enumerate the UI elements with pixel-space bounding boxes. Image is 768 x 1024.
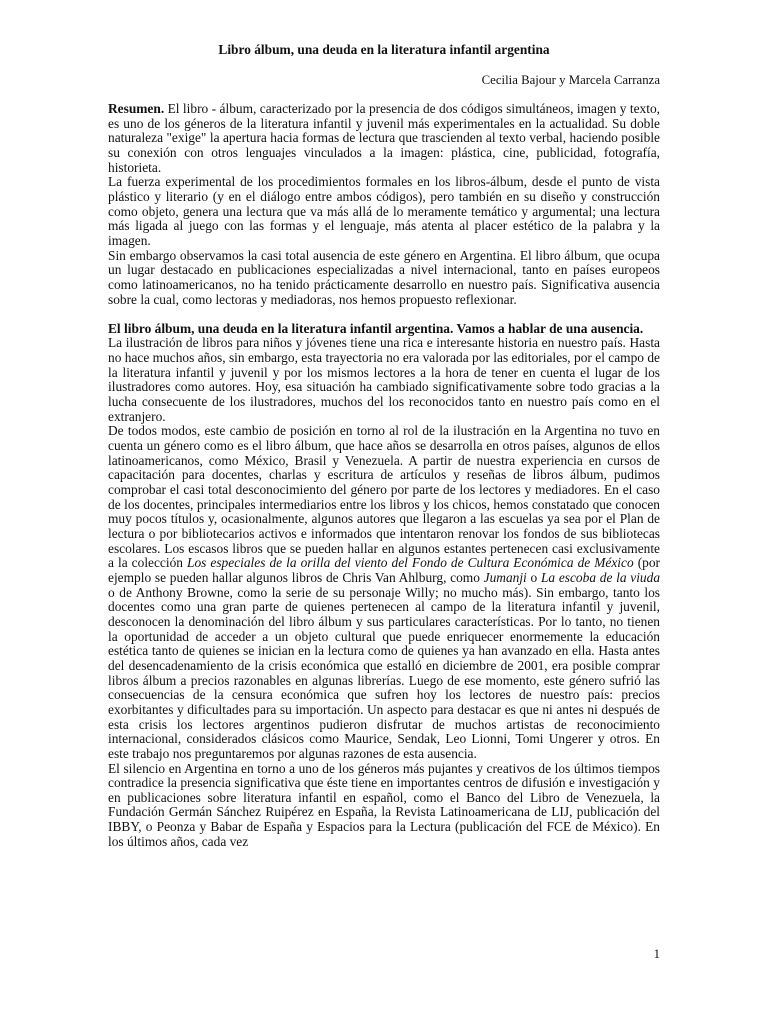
- section-heading: [108, 322, 660, 337]
- abstract-paragraph-1: [108, 102, 660, 175]
- page-number: 1: [653, 947, 660, 961]
- body-paragraph-3: El silencio en Argentina en torno a uno de los géneros más pujantes y creativos de los últimos tiempos contradice la presencia significativa que éste tiene en importantes centros de difusión e investigación y en publicaciones sobre literatura infantil en español, como el Banco del Libro de Venezuela, la Fundación Germán Sánchez Ruipérez en España, la Revista Latinoamericana de LIJ, publicación del IBBY, o Peonza y Babar de España y Espacios para la Lectura (publicación del FCE de México). En los últimos años, cada vez: [108, 760, 660, 849]
- body-paragraph-2: [108, 424, 660, 761]
- abstract-label: Resumen.: [108, 101, 165, 116]
- collection-title: Los especiales de la orilla del viento del Fondo de Cultura Económica de México: [187, 555, 634, 571]
- section-heading-text: El libro álbum, una deuda en la literatura infantil argentina. Vamos a hablar de una ausencia.: [108, 320, 644, 336]
- body-paragraph-2-part-d: o de Anthony Browne, como la serie de su personaje Willy; no mucho más). Sin embargo, tanto los docentes como una gran parte de quienes pertenecen al campo de la literatura infantil y juvenil, desconocen la denominación del libro álbum y sus particulares características. Por lo tanto, no tienen la oportunidad de acceder a un objeto cultural que puede enriquecer enormemente la educación estética tanto de quienes se inician en la lectura como de quienes ya han avanzado en ella. Hasta antes del desencadenamiento de la crisis económica que estalló en diciembre de 2001, era posible comprar libros álbum a precios razonables en algunas librerías. Luego de ese momento, este género sufrió las consecuencias de la censura económica que sufren hoy los lectores de nuestro país: precios exorbitantes y dificultades para su importación. Un aspecto para destacar es que ni antes ni después de esta crisis los lectores argentinos pudieron disfrutar de muchos artistas de reconocimiento internacional, considerados clásicos como Maurice, Sendak, Leo Lionni, Tomi Ungerer y otros. En este trabajo nos preguntaremos por algunas razones de esta ausencia.: [108, 584, 660, 761]
- document-authors: Cecilia Bajour y Marcela Carranza: [481, 73, 660, 87]
- book-title-escoba: La escoba de la viuda: [540, 569, 661, 585]
- abstract-paragraph-2: La fuerza experimental de los procedimientos formales en los libros-álbum, desde el punto de vista plástico y literario (y en el diálogo entre ambos códigos), pero también en su diseño y construcción como objeto, genera una lectura que va más allá de lo meramente temático y argumental; una lectura más ligada al juego con las formas y el lenguaje, más atenta al placer estético de la palabra y la imagen.: [108, 174, 660, 248]
- book-title-jumanji: Jumanji: [483, 569, 527, 585]
- body-paragraph-2-part-c: o: [526, 569, 541, 585]
- abstract-paragraph-3: Sin embargo observamos la casi total ausencia de este género en Argentina. El libro álbum, que ocupa un lugar destacado en publicaciones especializadas a nivel internacional, tanto en países europeos como latinoamericanos, no ha tenido prácticamente desarrollo en nuestro país. Significativa ausencia sobre la cual, como lectoras y mediadoras, nos hemos propuesto reflexionar.: [108, 247, 660, 307]
- body-paragraph-2-part-b: (por ejemplo se pueden hallar algunos libros de Chris Van Ahlburg, como: [108, 555, 660, 585]
- paragraph-gap: [108, 307, 660, 322]
- document-title: Libro álbum, una deuda en la literatura infantil argentina: [218, 42, 550, 57]
- body-paragraph-2-part-a: De todos modos, este cambio de posición en torno al rol de la ilustración en la Argentina no tuvo en cuenta un género como es el libro álbum, que hace años se desarrolla en otros países, algunos de ellos latinoamericanos, como México, Brasil y Venezuela. A partir de nuestra experiencia en cursos de capacitación para docentes, charlas y escritura de artículos y reseñas de libros álbum, pudimos comprobar el casi total desconocimiento del género por parte de los lectores y mediadores. En el caso de los docentes, principales intermediarios entre los libros y los chicos, hemos constatado que conocen muy pocos títulos y, ocasionalmente, algunos autores que llegaron a las escuelas ya sea por el Plan de lectura o por bibliotecarios activos e informados que intentaron renovar los fondos de sus bibliotecas escolares. Los escasos libros que se pueden hallar en algunos estantes pertenecen casi exclusivamente a la colección: [108, 423, 660, 571]
- body-paragraph-1: La ilustración de libros para niños y jóvenes tiene una rica e interesante historia en nuestro país. Hasta no hace muchos años, sin embargo, esta trayectoria no era valorada por las editoriales, por el campo de la literatura infantil y juvenil y por los mismos lectores a la hora de tener en cuenta el lugar de los ilustradores como autores. Hoy, esa situación ha cambiado significativamente sobre todo gracias a la lucha consecuente de los ilustradores, muchos del los reconocidos tanto en nuestro país como en el extranjero.: [108, 335, 660, 424]
- abstract-text-1: El libro - álbum, caracterizado por la presencia de dos códigos simultáneos, imagen y texto, es uno de los géneros de la literatura infantil y juvenil más experimentales en la actualidad. Su doble naturaleza "exige" la apertura hacia formas de lectura que trascienden al texto verbal, haciendo posible su conexión con otros lenguajes vinculados a la imagen: plástica, cine, publicidad, fotografía, historieta.: [108, 101, 660, 175]
